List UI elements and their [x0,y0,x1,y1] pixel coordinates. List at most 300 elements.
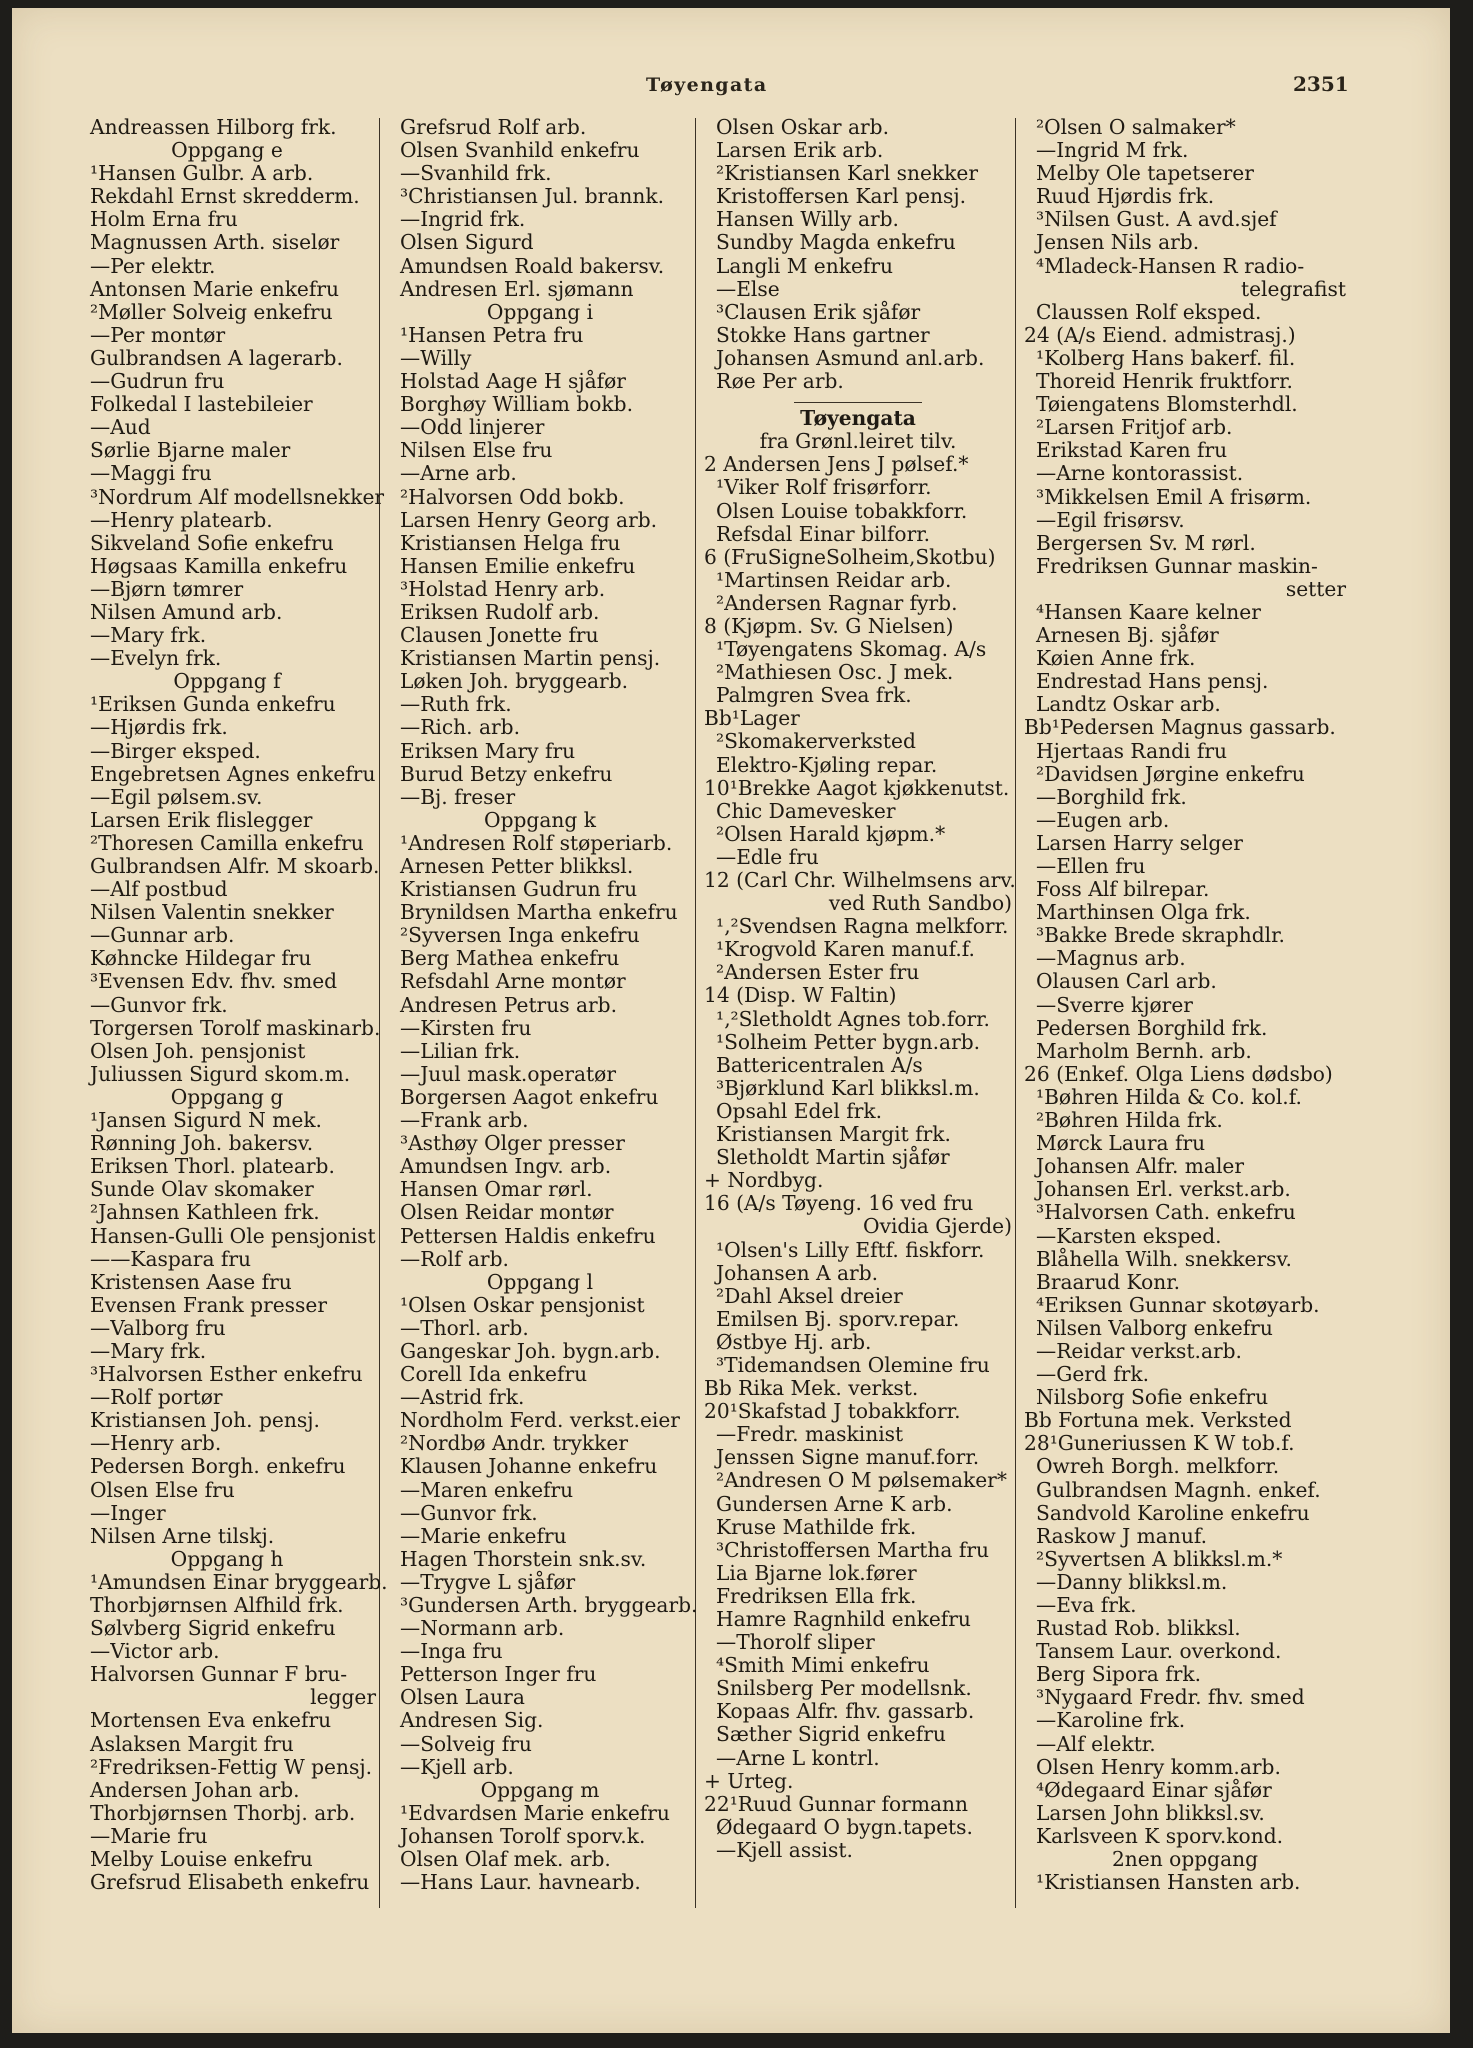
address-entry: 22¹Ruud Gunnar formann [704,1791,969,1816]
resident-entry: ¹Amundsen Einar bryggearb. [90,1569,388,1594]
resident-entry: Antonsen Marie enkefru [90,276,340,301]
resident-entry: Fredriksen Ella frk. [716,1583,917,1608]
resident-entry: —Henry arb. [90,1431,222,1456]
resident-entry: —Astrid frk. [400,1385,525,1410]
resident-entry: Larsen Erik flislegger [90,807,313,832]
resident-entry: —Egil frisørsv. [1036,507,1185,532]
resident-entry: Foss Alf bilrepar. [1036,877,1210,902]
resident-entry: Køhncke Hildegar fru [90,946,312,971]
section-rule [794,402,922,403]
resident-entry: ³Nygaard Fredr. fhv. smed [1036,1685,1305,1710]
address-entry: 14 (Disp. W Faltin) [704,983,897,1008]
resident-entry: ³Halvorsen Cath. enkefru [1036,1200,1296,1225]
resident-entry: —Hjørdis frk. [90,715,228,740]
resident-entry: —Hans Laur. havnearb. [400,1870,641,1895]
section-heading: Tøyengata [800,406,916,431]
resident-entry: Berg Mathea enkefru [400,946,620,971]
resident-entry: Grefsrud Elisabeth enkefru [90,1870,370,1895]
resident-entry: Burud Betzy enkefru [400,761,613,786]
resident-entry: Borghøy William bokb. [400,392,634,417]
resident-entry: —Svanhild frk. [400,161,552,186]
resident-entry: Andresen Sig. [400,1708,544,1733]
resident-entry: —Egil pølsem.sv. [90,784,263,809]
resident-entry: ¹Solheim Petter bygn.arb. [716,1029,981,1054]
resident-entry: —Ingrid M frk. [1036,138,1189,163]
directory-column-1 [78,115,388,1895]
resident-entry: —Mary frk. [90,623,207,648]
resident-entry: Olsen Sigurd [400,230,534,255]
resident-entry: Gangeskar Joh. bygn.arb. [400,1338,661,1363]
resident-entry: Nilsen Else fru [400,438,553,463]
resident-entry: Kristiansen Margit frk. [716,1122,951,1147]
resident-entry: Opsahl Edel frk. [716,1098,882,1123]
resident-entry: Arnesen Bj. sjåfør [1036,623,1219,648]
resident-entry: ¹Tøyengatens Skomag. A/s [716,637,987,662]
resident-entry: Halvorsen Gunnar F bru- [90,1662,348,1687]
resident-entry: —Kjell assist. [716,1837,853,1862]
resident-entry: Chic Damevesker [716,798,896,823]
resident-entry: ²Syvertsen A blikksl.m.* [1036,1546,1283,1571]
resident-entry: —Eva frk. [1036,1593,1137,1617]
resident-entry: Petterson Inger fru [400,1662,597,1687]
resident-entry: Refsdal Einar bilforr. [716,521,931,546]
resident-entry: Nilsen Valborg enkefru [1036,1315,1273,1340]
resident-entry: Kruse Mathilde frk. [716,1514,917,1539]
resident-entry: Hansen-Gulli Ole pensjonist [90,1223,376,1248]
resident-entry: Grefsrud Rolf arb. [400,115,587,139]
resident-entry: Johansen A arb. [716,1260,879,1285]
address-entry: 10¹Brekke Aagot kjøkkenutst. [704,775,1010,800]
section-heading: Oppgang m [480,1777,600,1802]
resident-entry: ⁴Eriksen Gunnar skotøyarb. [1036,1292,1320,1317]
resident-entry: Olsen Louise tobakkforr. [716,498,968,523]
resident-entry: Emilsen Bj. sporv.repar. [716,1306,960,1331]
resident-entry: Jensen Nils arb. [1036,230,1200,255]
resident-entry: Røe Per arb. [716,369,844,394]
resident-entry: Klausen Johanne enkefru [400,1454,658,1479]
resident-entry: Sandvold Karoline enkefru [1036,1500,1310,1525]
resident-entry: Sikveland Sofie enkefru [90,530,334,555]
resident-entry: —Fredr. maskinist [716,1422,904,1447]
resident-entry: ¹Eriksen Gunda enkefru [90,692,336,717]
resident-entry: Johansen Alfr. maler [1036,1154,1245,1179]
resident-entry: —Victor arb. [90,1639,220,1664]
resident-entry: Refsdahl Arne montør [400,969,626,994]
resident-entry: Amundsen Ingv. arb. [400,1154,612,1179]
resident-entry: Nordholm Ferd. verkst.eier [400,1408,680,1433]
resident-entry: ²Olsen O salmaker* [1036,115,1236,139]
resident-entry: ²Møller Solveig enkefru [90,299,333,324]
address-entry: Bb¹Lager [704,706,800,731]
page-number: 2351 [1293,72,1349,96]
section-heading: Oppgang g [170,1084,284,1109]
resident-entry: ²Olsen Harald kjøpm.* [716,821,946,846]
resident-entry: Andreassen Hilborg frk. [90,115,337,139]
entry-continuation: ved Ruth Sandbo) [828,891,1012,916]
resident-entry: Johansen Torolf sporv.k. [400,1823,646,1848]
resident-entry: —Henry platearb. [90,507,273,532]
resident-entry: Olsen Olaf mek. arb. [400,1847,611,1872]
resident-entry: Raskow J manuf. [1036,1523,1208,1548]
resident-entry: —Inger [90,1500,166,1525]
resident-entry: —Alf elektr. [1036,1731,1156,1756]
resident-entry: —Karoline frk. [1036,1708,1186,1733]
resident-entry: ²Bøhren Hilda frk. [1036,1108,1223,1133]
address-entry: 2 Andersen Jens J pølsef.* [704,452,969,477]
resident-entry: Olsen Laura [400,1685,525,1710]
resident-entry: —Maggi fru [90,461,212,486]
resident-entry: Olausen Carl arb. [1036,969,1217,994]
resident-entry: ²Mathiesen Osc. J mek. [716,660,954,685]
resident-entry: —Magnus arb. [1036,946,1186,971]
resident-entry: Johansen Erl. verkst.arb. [1036,1177,1291,1202]
resident-entry: —Maren enkefru [400,1477,574,1502]
resident-entry: —Ellen fru [1036,854,1146,878]
resident-entry: —Thorl. arb. [400,1315,529,1340]
resident-entry: Pedersen Borghild frk. [1036,1015,1268,1040]
resident-entry: —Arne kontorassist. [1036,461,1244,486]
address-entry: 26 (Enkef. Olga Liens dødsbo) [1024,1061,1333,1086]
resident-entry: Tansem Laur. overkond. [1036,1639,1282,1664]
address-entry: 12 (Carl Chr. Wilhelmsens arv. [704,868,1016,892]
entry-continuation: telegrafist [1240,276,1346,301]
resident-entry: Arnesen Petter blikksl. [400,854,634,878]
resident-entry: —Reidar verkst.arb. [1036,1338,1242,1363]
resident-entry: Hamre Ragnhild enkefru [716,1607,971,1631]
resident-entry: ¹Edvardsen Marie enkefru [400,1800,670,1825]
resident-entry: ³Nilsen Gust. A avd.sjef [1036,207,1277,232]
resident-entry: —Borghild frk. [1036,784,1187,809]
directory-column-2 [388,115,698,1895]
address-entry: 6 (FruSigneSolheim,Skotbu) [704,544,996,569]
resident-entry: ¹Bøhren Hilda & Co. kol.f. [1036,1084,1302,1109]
resident-entry: Berg Sipora frk. [1036,1662,1202,1687]
page-title: Tøyengata [646,74,768,96]
resident-entry: Høgsaas Kamilla enkefru [90,553,348,578]
resident-entry: Evensen Frank presser [90,1292,327,1317]
resident-entry: —Aud [90,415,151,440]
resident-entry: Hjertaas Randi fru [1036,738,1228,763]
resident-entry: Kristiansen Helga fru [400,530,621,555]
resident-entry: —Evelyn frk. [90,646,222,671]
resident-entry: ¹Andresen Rolf støperiarb. [400,830,673,855]
directory-column-4 [1024,116,1346,1894]
resident-entry: Jenssen Signe manuf.forr. [716,1445,980,1470]
resident-entry: Thorbjørnsen Alfhild frk. [90,1593,344,1617]
resident-entry: ²Andersen Ester fru [716,960,920,985]
resident-entry: —Gerd frk. [1036,1362,1150,1387]
section-heading: Oppgang e [171,138,283,163]
resident-entry: —Frank arb. [400,1108,529,1133]
resident-entry: Kristiansen Gudrun fru [400,877,638,902]
resident-entry: Mortensen Eva enkefru [90,1708,332,1733]
resident-entry: Magnussen Arth. siselør [90,230,340,255]
resident-entry: —Per elektr. [90,253,216,278]
resident-entry: Larsen Henry Georg arb. [400,507,658,532]
resident-entry: ³Bakke Brede skraphdlr. [1036,923,1285,948]
resident-entry: Blåhella Wilh. snekkersv. [1036,1246,1292,1271]
resident-entry: Clausen Jonette fru [400,623,599,648]
resident-entry: —Arne L kontrl. [716,1745,880,1770]
directory-page [12,8,1450,2033]
section-heading: 2nen oppgang [1111,1847,1259,1872]
resident-entry: Torgersen Torolf maskinarb. [90,1015,381,1040]
resident-entry: Aslaksen Margit fru [90,1731,294,1756]
resident-entry: Nilsen Amund arb. [90,599,283,624]
resident-entry: ¹Olsen Oskar pensjonist [400,1292,645,1317]
resident-entry: ²Larsen Fritjof arb. [1036,415,1233,440]
resident-entry: —Thorolf sliper [716,1630,875,1655]
page-header [12,74,1450,102]
resident-entry: Folkedal I lastebileier [90,392,313,417]
resident-entry: ——Kaspara fru [90,1246,252,1271]
resident-entry: ¹Jansen Sigurd N mek. [90,1108,322,1133]
address-entry: 8 (Kjøpm. Sv. G Nielsen) [704,613,954,638]
resident-entry: Gulbrandsen Alfr. M skoarb. [90,854,380,878]
resident-entry: Eriksen Mary fru [400,738,576,763]
resident-entry: Olsen Joh. pensjonist [90,1038,306,1063]
resident-entry: Claussen Rolf eksped. [1036,299,1262,324]
resident-entry: ³Evensen Edv. fhv. smed [90,969,338,994]
resident-entry: Olsen Else fru [90,1477,235,1502]
resident-entry: Larsen Harry selger [1036,830,1243,855]
resident-entry: Melby Louise enkefru [90,1847,313,1872]
resident-entry: Fredriksen Gunnar maskin- [1036,553,1318,578]
resident-entry: Owreh Borgh. melkforr. [1036,1454,1280,1479]
resident-entry: —Inga fru [400,1639,503,1664]
resident-entry: ³Christiansen Jul. brannk. [400,184,664,209]
resident-entry: ³Christoffersen Martha fru [716,1537,989,1562]
resident-entry: ²Fredriksen-Fettig W pensj. [90,1754,373,1779]
resident-entry: ¹‚²Svendsen Ragna melkforr. [716,914,1009,939]
resident-entry: Battericentralen A/s [716,1052,923,1077]
resident-entry: Stokke Hans gartner [716,322,930,347]
entry-continuation: setter [1285,576,1346,601]
resident-entry: —Eugen arb. [1036,807,1170,832]
resident-entry: Ødegaard O bygn.tapets. [716,1814,973,1839]
resident-entry: ¹Kristiansen Hansten arb. [1036,1870,1301,1895]
resident-entry: —Per montør [90,322,226,347]
resident-entry: ³Gundersen Arth. bryggearb. [400,1593,698,1617]
resident-entry: Thoreid Henrik fruktforr. [1036,369,1293,394]
resident-entry: —Bjørn tømrer [90,576,244,601]
resident-entry: ²Andresen O M pølsemaker* [716,1468,1007,1493]
resident-entry: Østbye Hj. arb. [716,1329,872,1354]
resident-entry: —Sverre kjører [1036,992,1193,1017]
resident-entry: Amundsen Roald bakersv. [400,253,665,278]
resident-entry: Braarud Konr. [1036,1269,1181,1294]
directory-column-3 [704,115,1016,1862]
resident-entry: —Birger eksped. [90,738,261,763]
resident-entry: Marthinsen Olga frk. [1036,900,1251,925]
resident-entry: Hansen Omar rørl. [400,1177,593,1202]
resident-entry: ³Halvorsen Esther enkefru [90,1362,363,1387]
resident-entry: Snilsberg Per modellsnk. [716,1676,972,1701]
resident-entry: Juliussen Sigurd skom.m. [90,1061,351,1086]
resident-entry: Løken Joh. bryggearb. [400,669,629,694]
resident-entry: —Juul mask.operatør [400,1061,616,1086]
resident-entry: —Valborg fru [90,1315,226,1340]
resident-entry: Kristiansen Joh. pensj. [90,1408,320,1433]
resident-entry: ⁴Smith Mimi enkefru [716,1653,930,1678]
resident-entry: Sunde Olav skomaker [90,1177,314,1202]
resident-entry: —Rolf portør [90,1385,223,1410]
section-heading: Oppgang l [486,1269,594,1294]
address-entry: + Nordbyg. [704,1168,824,1193]
resident-entry: Mørck Laura fru [1036,1131,1206,1156]
resident-entry: —Lilian frk. [400,1038,521,1063]
resident-entry: Olsen Reidar montør [400,1200,614,1225]
entry-continuation: Ovidia Gjerde) [863,1214,1012,1239]
resident-entry: ²Skomakerverksted [716,729,916,754]
resident-entry: Engebretsen Agnes enkefru [90,761,376,786]
resident-entry: ¹Viker Rolf frisørforr. [716,475,932,500]
resident-entry: ³Tidemandsen Olemine fru [716,1352,990,1377]
resident-entry: Olsen Svanhild enkefru [400,138,640,163]
resident-entry: Gulbrandsen Magnh. enkef. [1036,1477,1321,1502]
resident-entry: Nilsborg Sofie enkefru [1036,1385,1269,1410]
resident-entry: ⁴Ødegaard Einar sjåfør [1036,1777,1272,1802]
resident-entry: Larsen Erik arb. [716,138,884,163]
section-heading: Oppgang i [486,299,594,324]
resident-entry: Andresen Erl. sjømann [400,276,634,301]
section-heading: Oppgang k [484,807,596,832]
resident-entry: —Normann arb. [400,1616,565,1641]
resident-entry: —Danny blikksl.m. [1036,1569,1228,1594]
resident-entry: —Bj. freser [400,784,516,809]
resident-entry: ¹Krogvold Karen manuf.f. [716,937,975,962]
resident-entry: —Willy [400,345,472,370]
address-entry: + Urteg. [704,1768,794,1793]
resident-entry: Langli M enkefru [716,253,894,278]
resident-entry: Larsen John blikksl.sv. [1036,1800,1265,1825]
resident-entry: Palmgren Svea frk. [716,683,912,708]
resident-entry: Andersen Johan arb. [90,1777,300,1802]
resident-entry: ²Syversen Inga enkefru [400,923,640,948]
resident-entry: ³Asthøy Olger presser [400,1131,625,1156]
resident-entry: ²Davidsen Jørgine enkefru [1036,761,1305,786]
resident-entry: —Odd linjerer [400,415,545,440]
resident-entry: Pettersen Haldis enkefru [400,1223,656,1248]
resident-entry: Eriksen Rudolf arb. [400,599,600,624]
resident-entry: ³Mikkelsen Emil A frisørm. [1036,484,1312,509]
resident-entry: ¹‚²Sletholdt Agnes tob.forr. [716,1006,990,1031]
resident-entry: Erikstad Karen fru [1036,438,1228,463]
resident-entry: Lia Bjarne lok.fører [716,1560,917,1585]
entry-continuation: legger [310,1685,376,1710]
resident-entry: Brynildsen Martha enkefru [400,900,678,925]
resident-entry: —Karsten eksped. [1036,1223,1222,1248]
resident-entry: Gulbrandsen A lagerarb. [90,345,343,370]
resident-entry: Corell Ida enkefru [400,1362,588,1387]
resident-entry: ³Holstad Henry arb. [400,576,606,601]
address-entry: Bb Rika Mek. verkst. [704,1376,919,1401]
resident-entry: Kopaas Alfr. fhv. gassarb. [716,1699,975,1724]
section-heading: Oppgang f [173,669,281,694]
resident-entry: —Marie enkefru [400,1523,567,1548]
resident-entry: ²Jahnsen Kathleen frk. [90,1200,320,1225]
resident-entry: —Gunvor frk. [90,992,228,1017]
resident-entry: Eriksen Thorl. platearb. [90,1154,335,1179]
resident-entry: —Solveig fru [400,1731,532,1756]
resident-entry: Hagen Thorstein snk.sv. [400,1546,647,1571]
resident-entry: ¹Martinsen Reidar arb. [716,567,952,592]
resident-entry: Hansen Emilie enkefru [400,553,636,578]
resident-entry: Marholm Bernh. arb. [1036,1038,1252,1063]
resident-entry: ²Andersen Ragnar fyrb. [716,590,958,615]
column-divider [1015,118,1016,1908]
address-entry: Bb¹Pedersen Magnus gassarb. [1024,715,1336,740]
resident-entry: —Marie fru [90,1823,208,1848]
resident-entry: ²Nordbø Andr. trykker [400,1431,628,1456]
resident-entry: —Kjell arb. [400,1754,514,1779]
resident-entry: Kristensen Aase fru [90,1269,292,1294]
resident-entry: —Ruth frk. [400,692,512,717]
resident-entry: Olsen Henry komm.arb. [1036,1754,1281,1779]
resident-entry: Bergersen Sv. M rørl. [1036,530,1256,555]
column-divider [695,118,696,1908]
column-divider [379,118,380,1908]
resident-entry: ¹Olsen's Lilly Eftf. fiskforr. [716,1237,985,1262]
resident-entry: —Else [716,276,780,301]
resident-entry: Holstad Aage H sjåfør [400,369,626,394]
resident-entry: —Arne arb. [400,461,517,486]
resident-entry: Johansen Asmund anl.arb. [716,345,985,370]
resident-entry: Pedersen Borgh. enkefru [90,1454,346,1479]
resident-entry: —Rich. arb. [400,715,521,740]
section-heading: Oppgang h [170,1546,284,1571]
resident-entry: Kristiansen Martin pensj. [400,646,661,671]
resident-entry: Elektro-Kjøling repar. [716,752,938,777]
resident-entry: —Trygve L sjåfør [400,1569,576,1594]
resident-entry: Ruud Hjørdis frk. [1036,184,1215,209]
resident-entry: Melby Ole tapetserer [1036,161,1254,186]
resident-entry: ¹Hansen Petra fru [400,322,584,347]
resident-entry: Gundersen Arne K arb. [716,1491,953,1516]
resident-entry: Sletholdt Martin sjåfør [716,1145,950,1170]
resident-entry: Hansen Willy arb. [716,207,899,232]
resident-entry: Rekdahl Ernst skredderm. [90,184,360,209]
resident-entry: ³Nordrum Alf modellsnekker [90,484,385,509]
resident-entry: —Ingrid frk. [400,207,526,232]
resident-entry: Sæther Sigrid enkefru [716,1722,946,1747]
resident-entry: Landtz Oskar arb. [1036,692,1221,717]
resident-entry: —Mary frk. [90,1338,207,1363]
resident-entry: Køien Anne frk. [1036,646,1196,671]
resident-entry: Sølvberg Sigrid enkefru [90,1616,336,1641]
resident-entry: ³Clausen Erik sjåfør [716,299,921,324]
resident-entry: Sørlie Bjarne maler [90,438,291,463]
resident-entry: Kristoffersen Karl pensj. [716,184,967,209]
section-heading: fra Grønl.leiret tilv. [759,429,957,454]
address-entry: 28¹Guneriussen K W tob.f. [1024,1431,1295,1456]
address-entry: 20¹Skafstad J tobakkforr. [704,1399,961,1424]
resident-entry: Rustad Rob. blikksl. [1036,1616,1241,1641]
resident-entry: ²Kristiansen Karl snekker [716,161,978,186]
resident-entry: ²Thoresen Camilla enkefru [90,830,364,855]
resident-entry: Holm Erna fru [90,207,238,232]
address-entry: 24 (A/s Eiend. admistrasj.) [1024,322,1296,347]
resident-entry: Thorbjørnsen Thorbj. arb. [90,1800,356,1825]
resident-entry: ²Halvorsen Odd bokb. [400,484,625,509]
resident-entry: Endrestad Hans pensj. [1036,669,1269,694]
resident-entry: —Rolf arb. [400,1246,509,1271]
resident-entry: ⁴Hansen Kaare kelner [1036,599,1261,624]
resident-entry: Tøiengatens Blomsterhdl. [1036,392,1298,417]
address-entry: Bb Fortuna mek. Verksted [1024,1408,1292,1433]
resident-entry: —Alf postbud [90,877,228,902]
resident-entry: ¹Hansen Gulbr. A arb. [90,161,314,186]
